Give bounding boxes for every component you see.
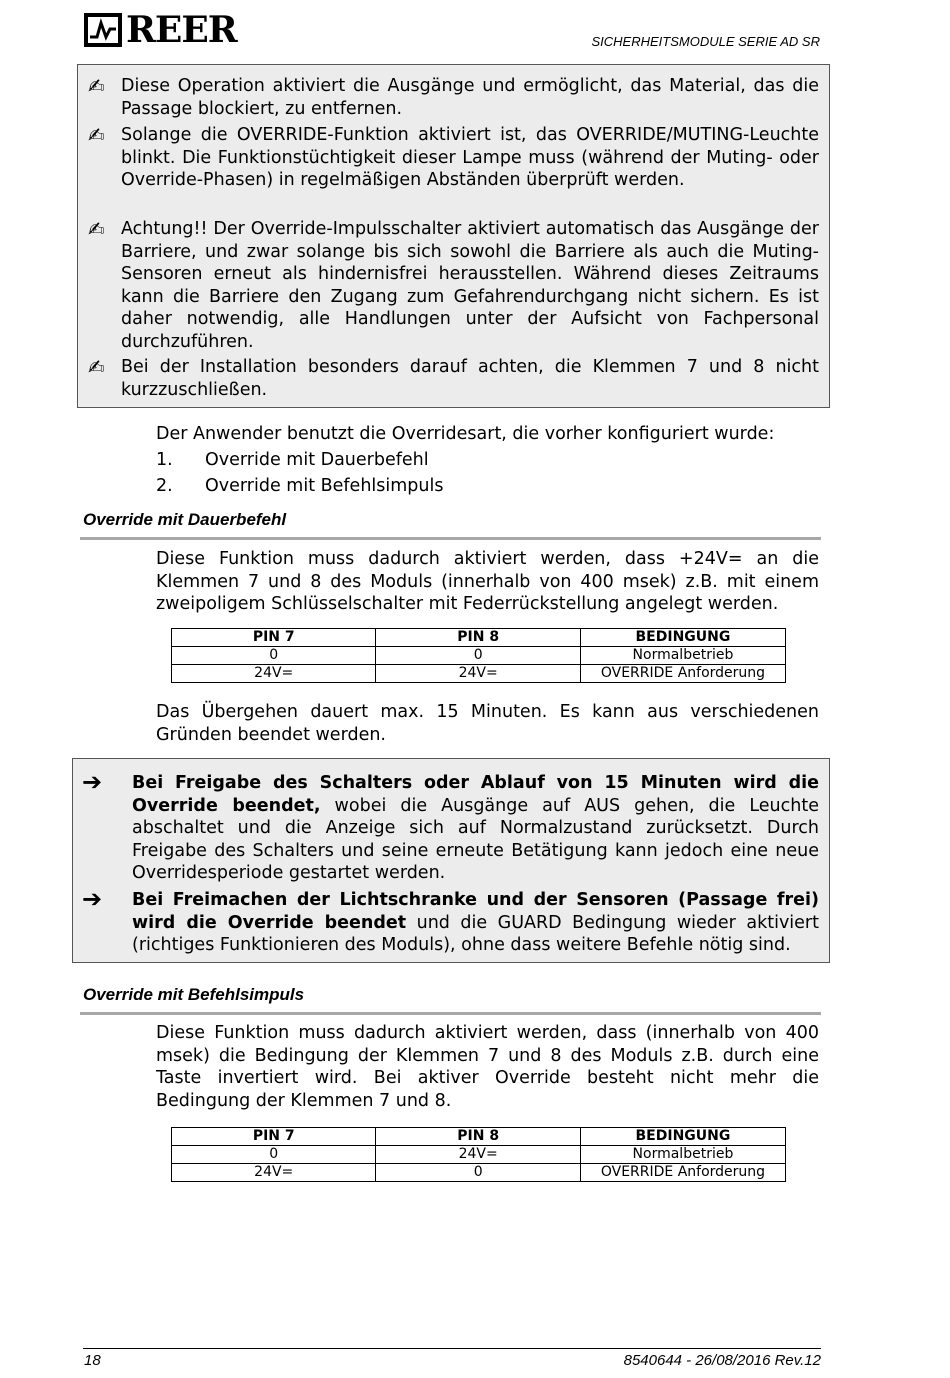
table-header-cell: BEDINGUNG	[580, 629, 785, 647]
note-text: Diese Operation aktiviert die Ausgänge und ermöglicht, das Material, das die Passage blockiert, zu entfernen.	[121, 76, 819, 119]
pin-table-1	[171, 628, 786, 683]
table-cell: 0	[376, 1164, 580, 1182]
table-cell: Normalbetrieb	[580, 1146, 785, 1164]
list-number: 1.	[156, 450, 173, 470]
list-text: Override mit Befehlsimpuls	[205, 476, 444, 496]
note-item	[88, 74, 819, 120]
table-row	[172, 1164, 786, 1182]
note-box-2	[72, 758, 830, 963]
note-item	[88, 217, 819, 353]
section-paragraph: Diese Funktion muss dadurch aktiviert werden, dass (innerhalb von 400 msek) die Bedingung der Klemmen 7 und 8 des Moduls z.B. durch eine Taste invertiert wird. Bei aktiver Override besteht nicht mehr die Bedingung der Klemmen 7 und 8.	[156, 1023, 819, 1111]
note-bold-text: Bei Freigabe des Schalters oder Ablauf von 15 Minuten wird die Override beendet,	[132, 773, 819, 816]
note-item	[88, 355, 819, 401]
arrow-right-icon: ➔	[82, 885, 103, 913]
table-row	[172, 647, 786, 665]
intro-text: Der Anwender benutzt die Overridesart, die vorher konfiguriert wurde:	[156, 424, 775, 444]
section-rule	[80, 1012, 821, 1015]
logo-text: REER	[126, 9, 237, 51]
table-cell: 0	[172, 647, 376, 665]
table-header-row	[172, 629, 786, 647]
list-item	[156, 449, 826, 472]
list-number: 2.	[156, 476, 173, 496]
table-cell: 24V=	[172, 1164, 376, 1182]
table-cell: 24V=	[376, 1146, 580, 1164]
table-row	[172, 1146, 786, 1164]
table-header-cell: PIN 7	[172, 1128, 376, 1146]
footer-rule	[83, 1348, 821, 1349]
section-heading: Override mit Befehlsimpuls	[83, 985, 305, 1004]
note-item	[82, 885, 819, 957]
section-heading: Override mit Dauerbefehl	[83, 510, 287, 529]
list-text: Override mit Dauerbefehl	[205, 450, 429, 470]
table-header-cell: PIN 8	[376, 1128, 580, 1146]
hand-note-icon: ✍	[88, 123, 105, 147]
logo-mark-icon	[84, 13, 122, 47]
arrow-right-icon: ➔	[82, 768, 103, 796]
table-cell: OVERRIDE Anforderung	[580, 1164, 785, 1182]
hand-note-icon: ✍	[88, 217, 105, 241]
note-text: und die GUARD Bedingung wieder aktiviert (richtiges Funktionieren des Moduls), ohne dass weitere Befehle nötig sind.	[132, 912, 819, 955]
table-cell: 0	[376, 647, 580, 665]
pin-table-2	[171, 1127, 786, 1182]
table-cell: 24V=	[376, 665, 580, 683]
section-paragraph: Das Übergehen dauert max. 15 Minuten. Es kann aus verschiedenen Gründen beendet werden.	[156, 702, 819, 745]
table-row	[172, 665, 786, 683]
table-header-cell: BEDINGUNG	[580, 1128, 785, 1146]
table-cell: Normalbetrieb	[580, 647, 785, 665]
note-text: wobei die Ausgänge auf AUS gehen, die Leuchte abschaltet und die Anzeige sich auf Normalzustand zurücksetzt. Durch Freigabe des Schalters und seine erneute Betätigung kann jedoch eine neue Overridesperiode gestartet werden.	[132, 795, 819, 883]
hand-note-icon: ✍	[88, 355, 105, 379]
table-cell: 24V=	[172, 665, 376, 683]
note-text: Solange die OVERRIDE-Funktion aktiviert ist, das OVERRIDE/MUTING-Leuchte blinkt. Die Funktionstüchtigkeit dieser Lampe muss (während der Muting- oder Override-Phasen) in regelmäßigen Abständen überprüft werden.	[121, 125, 819, 190]
table-header-row	[172, 1128, 786, 1146]
table-cell: 0	[172, 1146, 376, 1164]
table-header-cell: PIN 8	[376, 629, 580, 647]
series-title: SICHERHEITSMODULE SERIE AD SR	[591, 34, 820, 49]
note-bold-text: Bei Freimachen der Lichtschranke und der Sensoren (Passage frei) wird die Override beendet	[132, 890, 819, 933]
list-item	[156, 475, 826, 498]
note-box-1	[77, 64, 830, 408]
doc-reference: 8540644 - 26/08/2016 Rev.12	[623, 1352, 821, 1369]
note-item	[82, 768, 819, 885]
note-text: Bei der Installation besonders darauf achten, die Klemmen 7 und 8 nicht kurzzuschließen.	[121, 357, 819, 400]
page-number: 18	[84, 1352, 101, 1369]
table-header-cell: PIN 7	[172, 629, 376, 647]
table-cell: OVERRIDE Anforderung	[580, 665, 785, 683]
section-rule	[80, 537, 821, 540]
reer-logo	[84, 10, 237, 50]
note-item	[88, 123, 819, 192]
hand-note-icon: ✍	[88, 74, 105, 98]
note-text: Achtung!! Der Override-Impulsschalter aktiviert automatisch das Ausgänge der Barriere, und zwar solange bis sich sowohl die Barriere als auch die Muting-Sensoren erneut als hindernisfrei herausstellen. Während dieses Zeitraums kann die Barriere den Zugang zum Gefahrendurchgang nicht sichern. Es ist daher notwendig, alle Handlungen unter der Aufsicht von Fachpersonal durchzuführen.	[121, 219, 819, 352]
section-paragraph: Diese Funktion muss dadurch aktiviert werden, dass +24V= an die Klemmen 7 und 8 des Moduls (innerhalb von 400 msek) z.B. mit einem zweipoligem Schlüsselschalter mit Federrückstellung angelegt werden.	[156, 549, 819, 614]
